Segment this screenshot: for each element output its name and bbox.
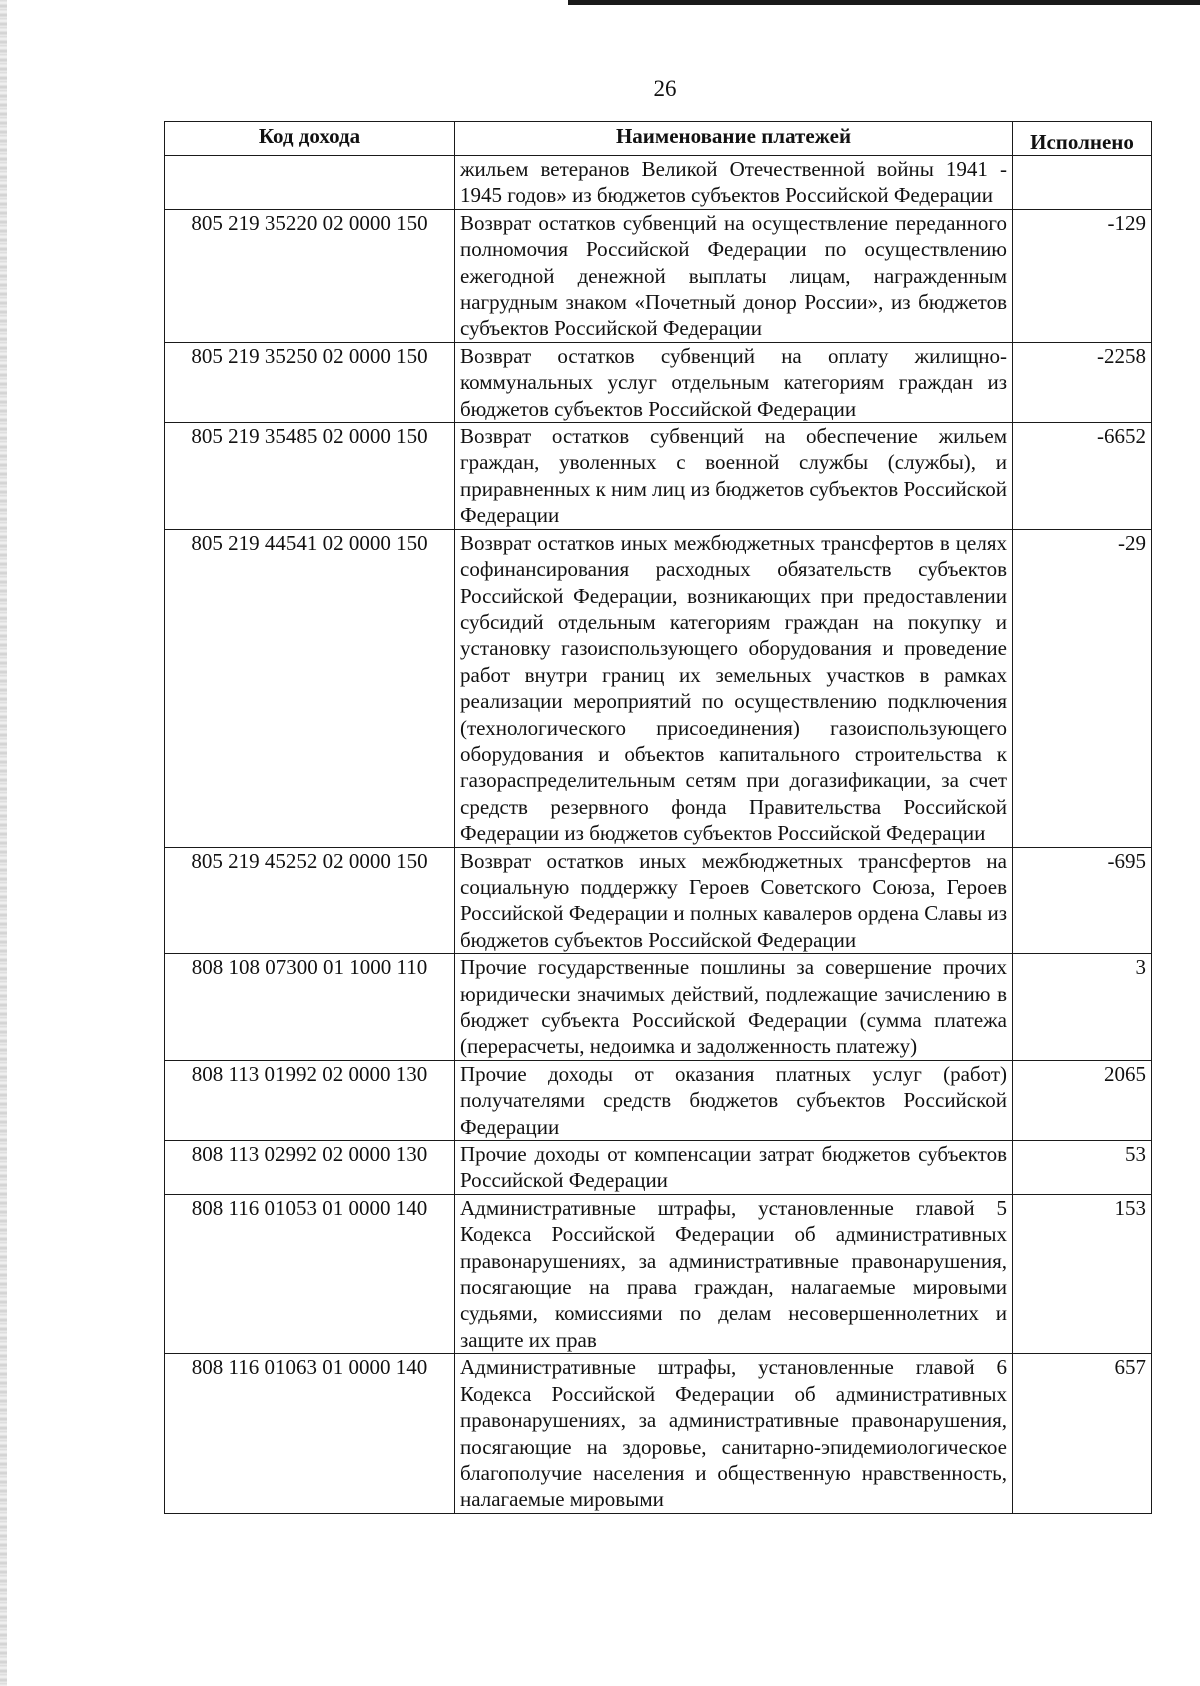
header-name: Наименование платежей <box>455 122 1013 156</box>
row-code: 808 116 01053 01 0000 140 <box>165 1194 455 1353</box>
row-code: 808 108 07300 01 1000 110 <box>165 954 455 1061</box>
revenue-table <box>164 121 1152 1514</box>
table-row <box>165 1060 1152 1140</box>
scan-top-bar <box>568 0 1200 5</box>
row-name: Прочие доходы от компенсации затрат бюджетов субъектов Российской Федерации <box>455 1141 1013 1195</box>
table-row <box>165 1354 1152 1513</box>
row-code: 808 113 01992 02 0000 130 <box>165 1060 455 1140</box>
table-row <box>165 342 1152 422</box>
table-row <box>165 1194 1152 1353</box>
row-executed: 3 <box>1013 954 1152 1061</box>
table-row <box>165 954 1152 1061</box>
row-code: 805 219 35220 02 0000 150 <box>165 209 455 342</box>
page-number: 26 <box>653 76 677 101</box>
row-name: Возврат остатков субвенций на обеспечение жильем граждан, уволенных с военной службы (службы), и приравненных к ним лиц из бюджетов субъектов Российской Федерации <box>455 423 1013 530</box>
table-header-row <box>165 122 1152 156</box>
header-executed: Исполнено <box>1013 122 1152 156</box>
row-executed: -695 <box>1013 847 1152 954</box>
row-name: Возврат остатков иных межбюджетных трансфертов в целях софинансирования расходных обязательств субъектов Российской Федерации, возникающих при предоставлении субсидий отдельным категориям граждан на покупку и установку газоиспользующего оборудования и проведение работ внутри границ их земельных участков в рамках реализации мероприятий по осуществлению подключения (технологического присоединения) газоиспользующего оборудования и объектов капитального строительства к газораспределительным сетям при догазификации, за счет средств резервного фонда Правительства Российской Федерации из бюджетов субъектов Российской Федерации <box>455 529 1013 847</box>
row-code <box>165 156 455 210</box>
row-name: Возврат остатков иных межбюджетных трансфертов на социальную поддержку Героев Советского Союза, Героев Российской Федерации и полных кавалеров ордена Славы из бюджетов субъектов Российской Федерации <box>455 847 1013 954</box>
row-name: Административные штрафы, установленные главой 5 Кодекса Российской Федерации об административных правонарушениях, за административные правонарушения, посягающие на права граждан, налагаемые мировыми судьями, комиссиями по делам несовершеннолетних и защите их прав <box>455 1194 1013 1353</box>
row-executed <box>1013 156 1152 210</box>
row-code: 808 116 01063 01 0000 140 <box>165 1354 455 1513</box>
table-row <box>165 209 1152 342</box>
table-row <box>165 423 1152 530</box>
row-executed: 53 <box>1013 1141 1152 1195</box>
row-code: 805 219 44541 02 0000 150 <box>165 529 455 847</box>
row-executed: -2258 <box>1013 342 1152 422</box>
row-name: жильем ветеранов Великой Отечественной войны 1941 - 1945 годов» из бюджетов субъектов Российской Федерации <box>455 156 1013 210</box>
row-name: Прочие государственные пошлины за совершение прочих юридически значимых действий, подлежащие зачислению в бюджет субъекта Российской Федерации (сумма платежа (перерасчеты, недоимка и задолженность платежу) <box>455 954 1013 1061</box>
row-executed: -6652 <box>1013 423 1152 530</box>
header-code: Код дохода <box>165 122 455 156</box>
table-row <box>165 156 1152 210</box>
row-executed: -129 <box>1013 209 1152 342</box>
row-name: Прочие доходы от оказания платных услуг (работ) получателями средств бюджетов субъектов Российской Федерации <box>455 1060 1013 1140</box>
scan-left-edge <box>0 0 7 1686</box>
row-executed: 153 <box>1013 1194 1152 1353</box>
table-row <box>165 847 1152 954</box>
row-name: Административные штрафы, установленные главой 6 Кодекса Российской Федерации об административных правонарушениях, за административные правонарушения, посягающие на здоровье, санитарно-эпидемиологическое благополучие населения и общественную нравственность, налагаемые мировыми <box>455 1354 1013 1513</box>
row-name: Возврат остатков субвенций на оплату жилищно-коммунальных услуг отдельным категориям граждан из бюджетов субъектов Российской Федерации <box>455 342 1013 422</box>
row-executed: -29 <box>1013 529 1152 847</box>
table-row <box>165 529 1152 847</box>
row-executed: 2065 <box>1013 1060 1152 1140</box>
row-executed: 657 <box>1013 1354 1152 1513</box>
row-code: 805 219 35250 02 0000 150 <box>165 342 455 422</box>
row-name: Возврат остатков субвенций на осуществление переданного полномочия Российской Федерации по осуществлению ежегодной денежной выплаты лицам, награжденным нагрудным знаком «Почетный донор России», из бюджетов субъектов Российской Федерации <box>455 209 1013 342</box>
row-code: 805 219 35485 02 0000 150 <box>165 423 455 530</box>
row-code: 805 219 45252 02 0000 150 <box>165 847 455 954</box>
row-code: 808 113 02992 02 0000 130 <box>165 1141 455 1195</box>
table-row <box>165 1141 1152 1195</box>
